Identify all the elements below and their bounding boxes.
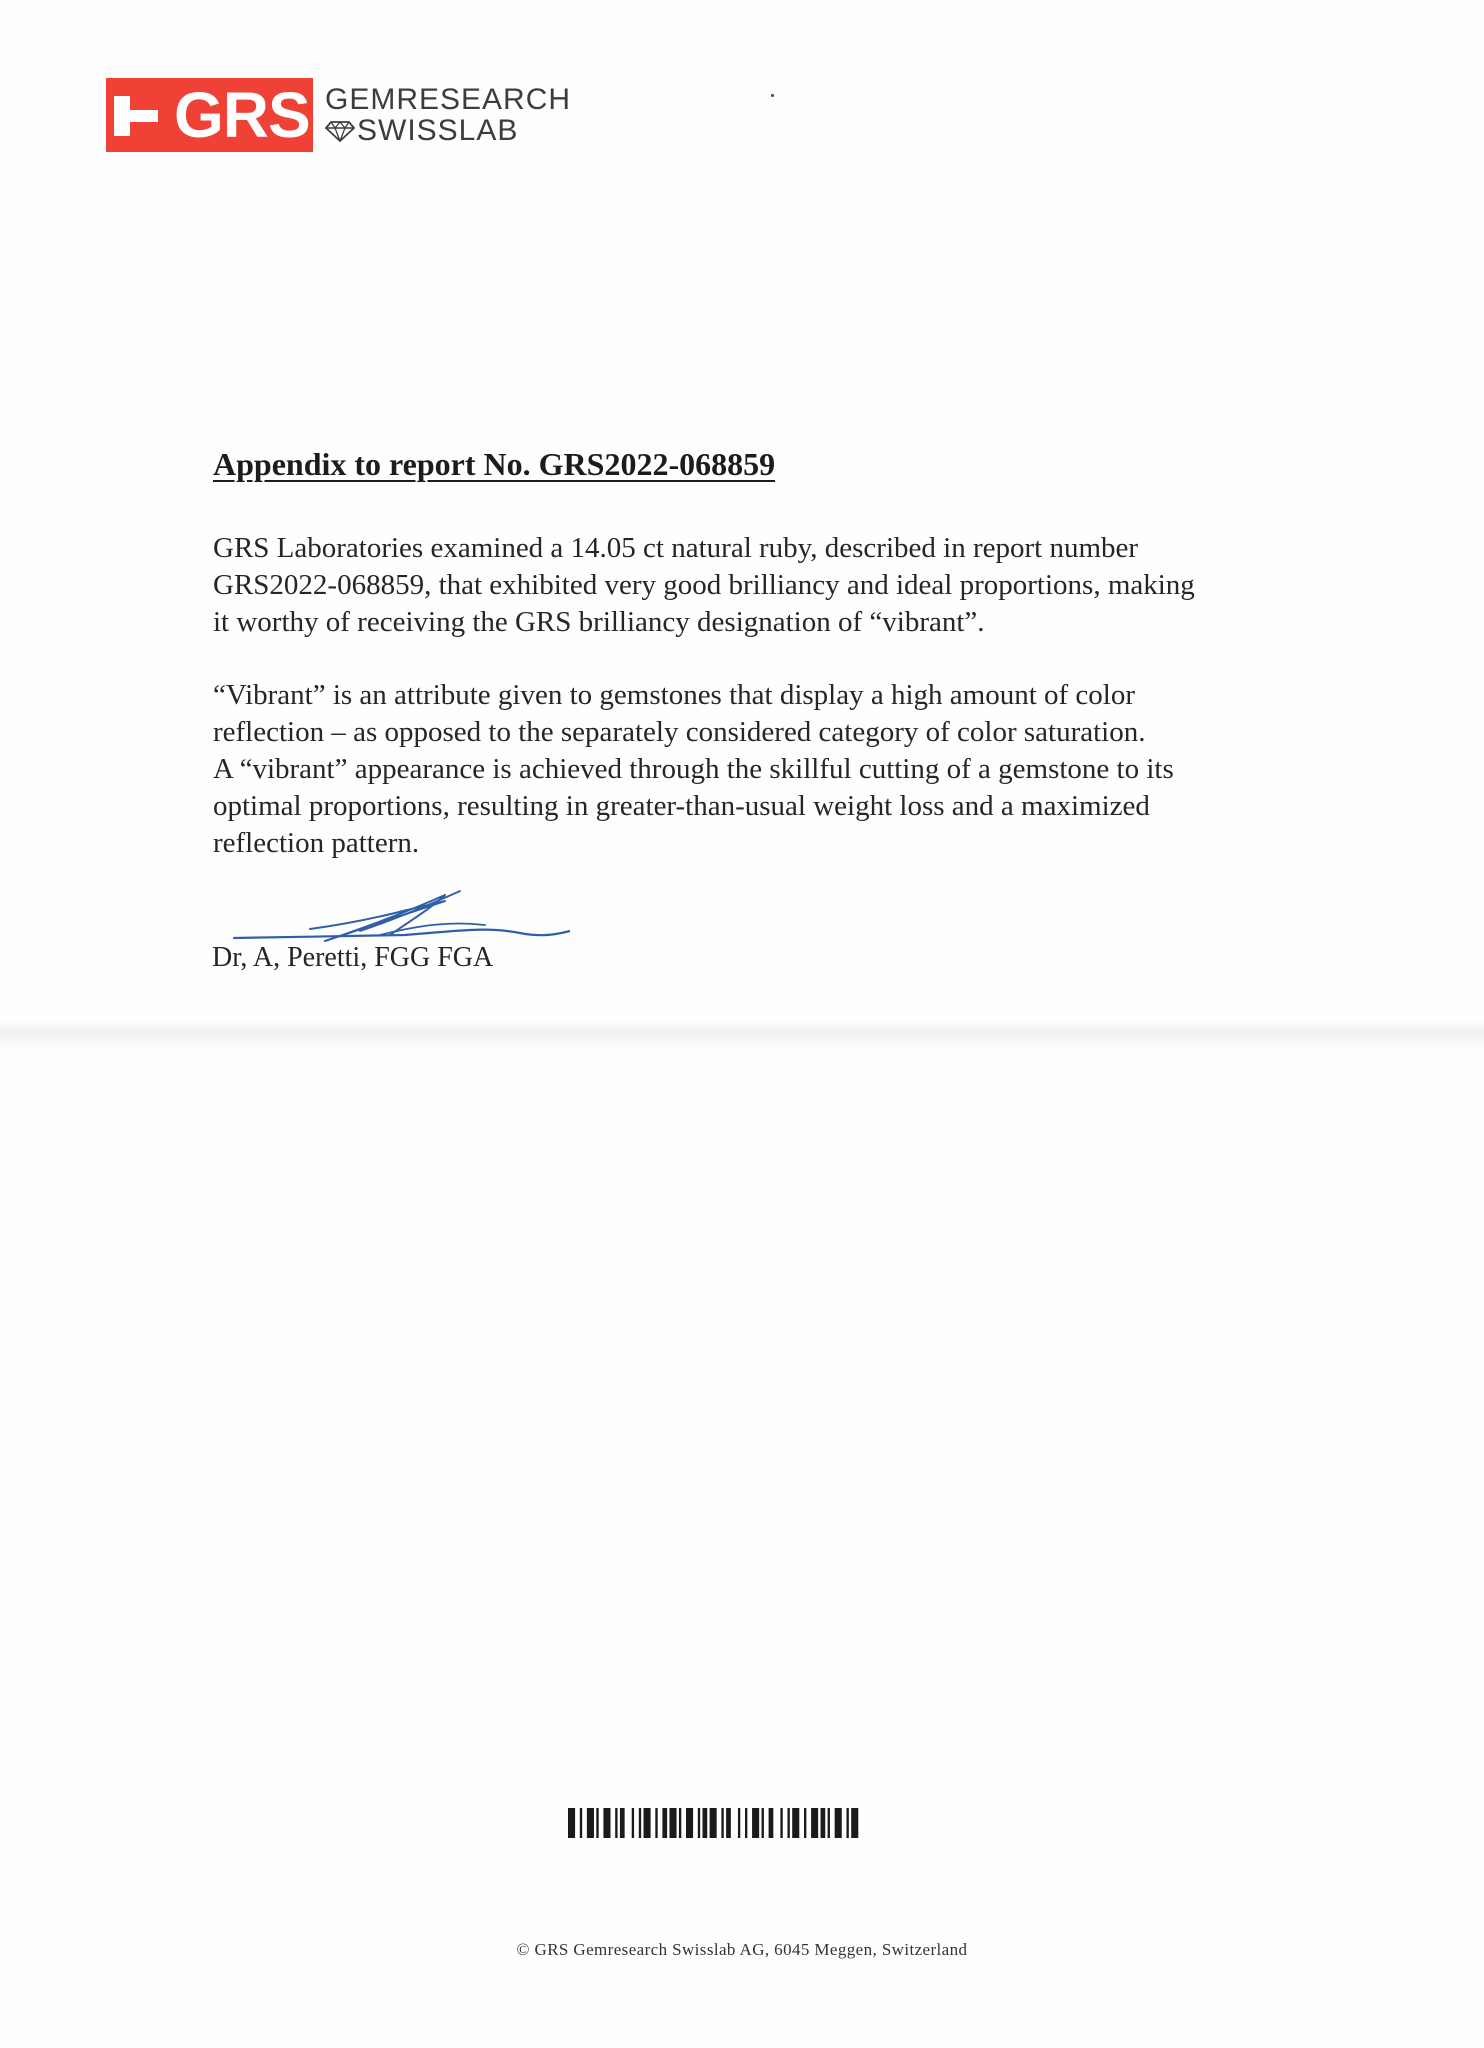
swiss-cross-icon [114,96,158,136]
barcode-bar [710,1808,717,1838]
paragraph-vibrant-definition [213,677,1313,862]
barcode-bar [792,1808,799,1838]
barcode-bar [821,1808,826,1838]
barcode-bar [745,1808,747,1838]
barcode-bar [828,1808,830,1838]
footer-copyright: © GRS Gemresearch Swisslab AG, 6045 Meggen, Switzerland [516,1940,968,1959]
barcode [568,1808,863,1838]
barcode-bar [804,1808,806,1838]
logo-brand-text: GRS [174,79,310,151]
scan-artifact-band [0,1020,1484,1050]
barcode-bar [686,1808,693,1838]
barcode-bar [644,1808,651,1838]
barcode-bar [698,1808,700,1838]
text-line: GRS2022-068859, that exhibited very good brilliancy and ideal proportions, making [213,569,1195,601]
barcode-bar [603,1808,610,1838]
barcode-bar [811,1808,818,1838]
barcode-bar [596,1808,598,1838]
barcode-bar [787,1808,789,1838]
barcode-bar [780,1808,782,1838]
logo-wordmark [325,84,571,146]
barcode-bar [639,1808,641,1838]
barcode-bar [587,1808,594,1838]
logo-line-1: GEMRESEARCH [325,83,572,116]
barcode-bar [762,1808,764,1838]
barcode-bar [721,1808,723,1838]
logo-line-2-row [325,115,571,146]
barcode-bar [835,1808,842,1838]
barcode-bar [679,1808,681,1838]
text-line: GRS Laboratories examined a 14.05 ct natural ruby, described in report number [213,532,1139,564]
barcode-bar [726,1808,731,1838]
barcode-bar [846,1808,848,1838]
barcode-bar [632,1808,634,1838]
text-line: “Vibrant” is an attribute given to gemstones that display a high amount of color [213,679,1136,711]
text-line: reflection pattern. [213,827,420,859]
barcode-bar [851,1808,858,1838]
barcode-bar [655,1808,657,1838]
text-line: A “vibrant” appearance is achieved through the skillful cutting of a gemstone to its [213,753,1174,785]
barcode-bar [568,1808,575,1838]
diamond-icon [325,120,355,142]
paragraph-examination [213,530,1313,641]
barcode-bar [752,1808,759,1838]
barcode-bar [620,1808,625,1838]
text-line: it worthy of receiving the GRS brilliancy designation of “vibrant”. [213,606,985,638]
logo-red-box [106,78,313,152]
speck [771,94,774,97]
barcode-bar [769,1808,774,1838]
signer-name: Dr, A, Peretti, FGG FGA [212,942,494,973]
barcode-bar [703,1808,708,1838]
barcode-bar [669,1808,676,1838]
barcode-bar [738,1808,740,1838]
page-title: Appendix to report No. GRS2022-068859 [213,446,776,482]
grs-logo [106,78,571,152]
logo-line-2: SWISSLAB [357,114,519,147]
barcode-bar [615,1808,617,1838]
barcode-bar [580,1808,582,1838]
text-line: optimal proportions, resulting in greater-than-usual weight loss and a maximized [213,790,1150,822]
barcode-bar [662,1808,667,1838]
text-line: reflection – as opposed to the separately considered category of color saturation. [213,716,1146,748]
